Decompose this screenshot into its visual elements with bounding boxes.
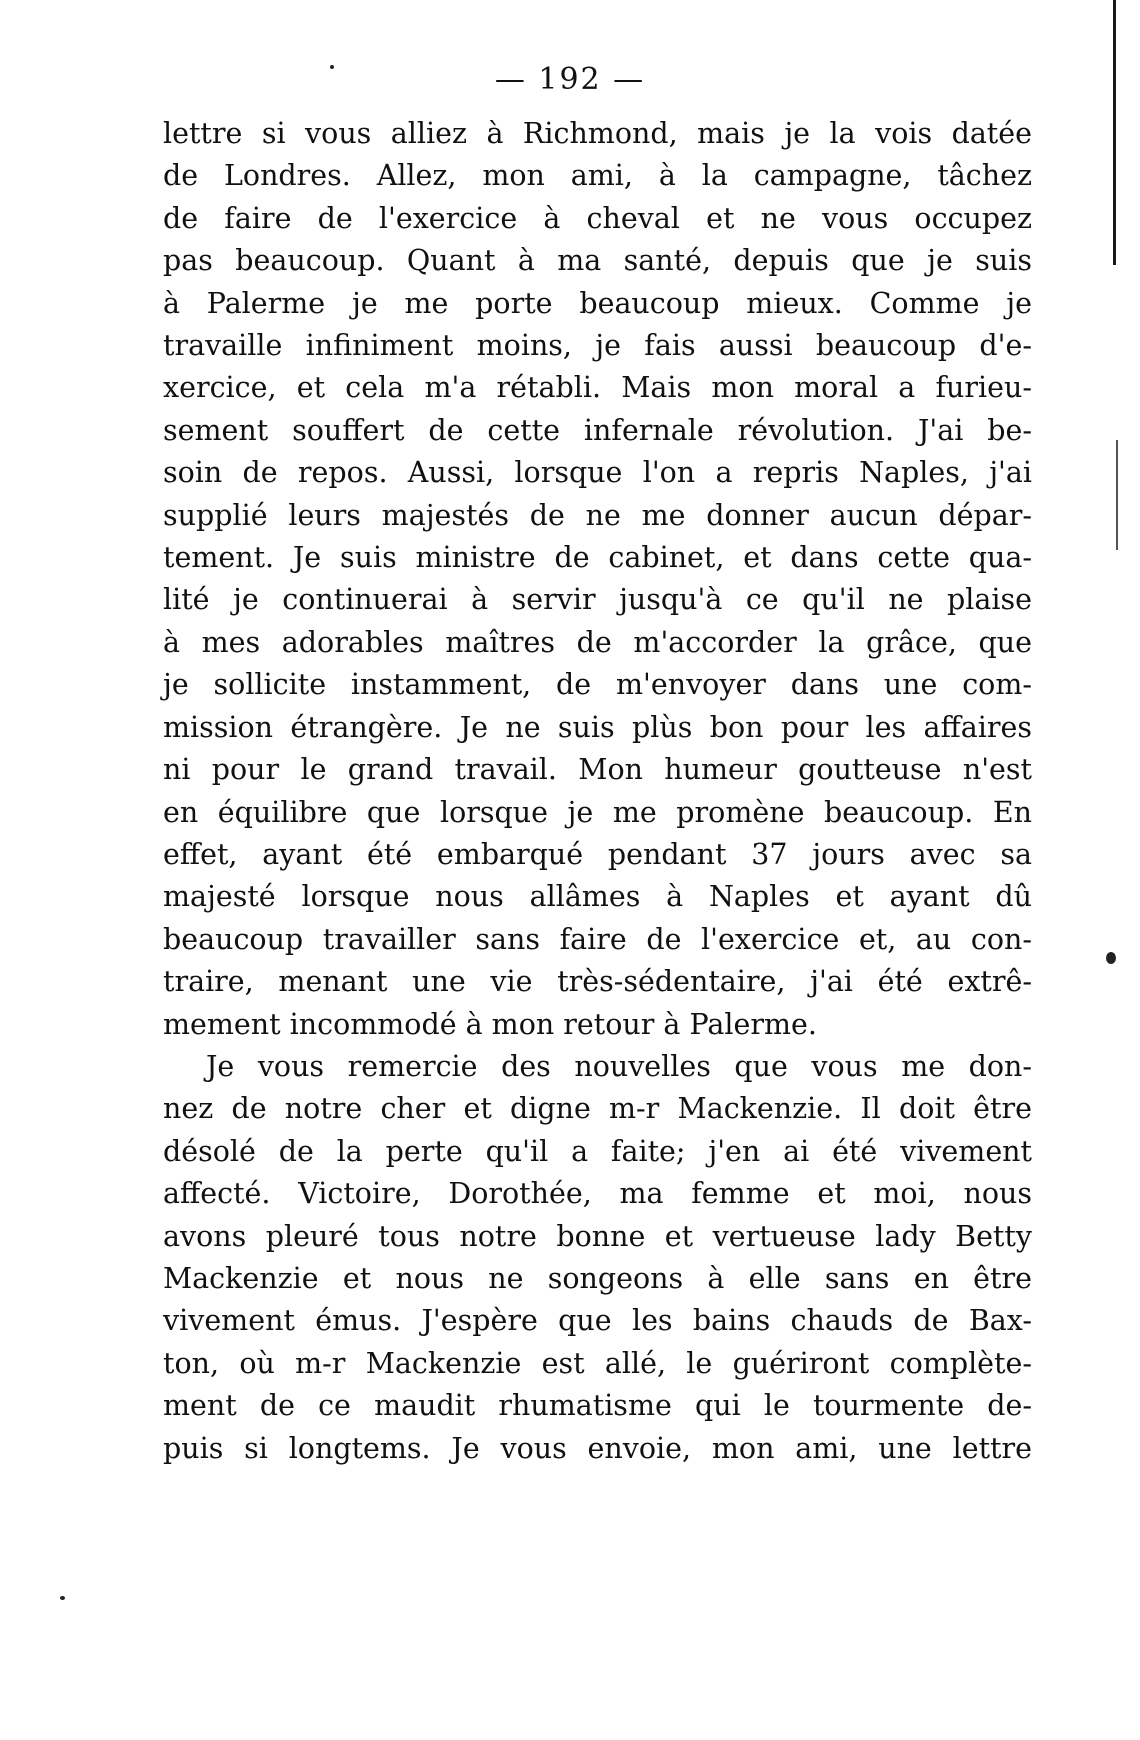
text-line: vivement émus. J'espère que les bains chauds de Bax- [163, 1304, 1032, 1338]
text-line: avons pleuré tous notre bonne et vertueuse lady Betty [163, 1219, 1032, 1253]
text-line: lité je continuerai à servir jusqu'à ce qu'il ne plaise [163, 583, 1032, 617]
text-line: à Palerme je me porte beaucoup mieux. Comme je [163, 286, 1032, 320]
text-line: nez de notre cher et digne m-r Mackenzie. Il doit être [163, 1092, 1032, 1126]
ink-speck [1106, 952, 1116, 964]
text-line: affecté. Victoire, Dorothée, ma femme et moi, nous [163, 1177, 1032, 1211]
text-line: mission étrangère. Je ne suis plùs bon pour les affaires [163, 710, 1032, 744]
text-line: en équilibre que lorsque je me promène beaucoup. En [163, 795, 1032, 829]
text-line: supplié leurs majestés de ne me donner aucun dépar- [163, 498, 1032, 532]
text-line: ni pour le grand travail. Mon humeur goutteuse n'est [163, 753, 1032, 787]
text-line: je sollicite instamment, de m'envoyer dans une com- [163, 668, 1032, 702]
text-line: de faire de l'exercice à cheval et ne vous occupez [163, 201, 1032, 235]
text-line: ton, où m-r Mackenzie est allé, le guériront complète- [163, 1346, 1032, 1380]
text-line: à mes adorables maîtres de m'accorder la grâce, que [163, 625, 1032, 659]
text-line: traire, menant une vie très-sédentaire, j'ai été extrê- [163, 965, 1032, 999]
text-line: mement incommodé à mon retour à Palerme. [163, 1007, 817, 1041]
text-line: beaucoup travailler sans faire de l'exercice et, au con- [163, 922, 1032, 956]
text-line: ment de ce maudit rhumatisme qui le tourmente de- [163, 1389, 1032, 1423]
paragraph-1 [163, 113, 1032, 1046]
page-number: — 192 — [494, 62, 646, 97]
text-line: travaille infiniment moins, je fais aussi beaucoup d'e- [163, 329, 1032, 363]
text-line: désolé de la perte qu'il a faite; j'en ai été vivement [163, 1134, 1032, 1168]
text-line: tement. Je suis ministre de cabinet, et dans cette qua- [163, 541, 1032, 575]
text-line: effet, ayant été embarqué pendant 37 jours avec sa [163, 837, 1032, 871]
text-line: xercice, et cela m'a rétabli. Mais mon moral a furieu- [163, 371, 1032, 405]
page-edge-mark [1116, 440, 1118, 550]
text-line: sement souffert de cette infernale révolution. J'ai be- [163, 413, 1032, 447]
body-text [163, 113, 1032, 1470]
text-line: Je vous remercie des nouvelles que vous me don- [206, 1049, 1032, 1083]
text-line: soin de repos. Aussi, lorsque l'on a repris Naples, j'ai [163, 456, 1032, 490]
ink-speck [60, 1596, 65, 1600]
page-edge-line [1113, 0, 1116, 265]
text-line: Mackenzie et nous ne songeons à elle sans en être [163, 1261, 1032, 1295]
text-line: majesté lorsque nous allâmes à Naples et ayant dû [163, 880, 1032, 914]
text-line: pas beaucoup. Quant à ma santé, depuis que je suis [163, 244, 1032, 278]
paragraph-2 [163, 1046, 1032, 1470]
text-line: lettre si vous alliez à Richmond, mais je la vois datée [163, 117, 1032, 150]
text-line: de Londres. Allez, mon ami, à la campagne, tâchez [163, 159, 1032, 193]
text-line: puis si longtems. Je vous envoie, mon ami, une lettre [163, 1431, 1032, 1465]
